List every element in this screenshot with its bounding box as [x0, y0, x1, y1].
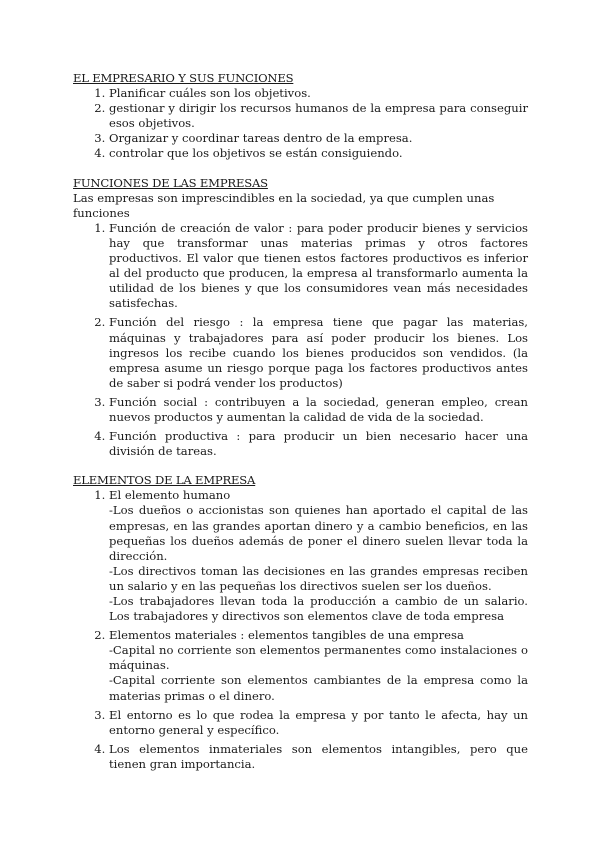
list-item — [109, 742, 528, 772]
functions-list — [73, 86, 528, 161]
section-title: ELEMENTOS DE LA EMPRESA — [73, 473, 256, 488]
section-intro: Las empresas son imprescindibles en la sociedad, ya que cumplen unas funciones — [73, 190, 495, 220]
section-title: EL EMPRESARIO Y SUS FUNCIONES — [73, 71, 294, 85]
item-label: 3. El entorno es lo que rodea la empresa y por tanto le afecta, hay un entorno general y específico. — [109, 707, 528, 737]
list-item: 2. Función del riesgo : la empresa tiene que pagar las materias, máquinas y trabajadores para así poder producir los bienes. Los ingresos los recibe cuando los bienes producidos son vendidos. (la empresa asume un riesgo porque paga los factores productivos antes de saber si podrá vender los productos) — [109, 315, 528, 390]
section-title: FUNCIONES DE LAS EMPRESAS — [73, 175, 268, 190]
functions-list — [73, 221, 528, 459]
sub-paragraph: -Los trabajadores llevan toda la producción a cambio de un salario. Los trabajadores y directivos son elementos clave de toda empresa — [109, 594, 528, 624]
item-label: 1. El elemento humano — [109, 488, 231, 503]
sub-paragraph: -Los directivos toman las decisiones en las grandes empresas reciben un salario y en las pequeñas los directivos suelen ser los dueños. — [109, 563, 528, 593]
list-item — [109, 628, 528, 703]
item-label: 2. Elementos materiales : elementos tangibles de una empresa — [109, 628, 464, 643]
list-item: 1. Planificar cuáles son los objetivos. — [109, 86, 528, 101]
sub-paragraph: -Capital corriente son elementos cambiantes de la empresa como la materias primas o el dinero. — [109, 673, 528, 703]
list-item — [109, 488, 528, 624]
list-item: 3. Organizar y coordinar tareas dentro de la empresa. — [109, 131, 528, 146]
item-label: 4. Los elementos inmateriales son elementos intangibles, pero que tienen gran importancia. — [109, 741, 528, 771]
document-page — [73, 71, 528, 786]
section-empresario — [73, 71, 528, 162]
elements-list — [73, 488, 528, 772]
list-item: 4. controlar que los objetivos se están consiguiendo. — [109, 146, 528, 161]
section-funciones — [73, 176, 528, 460]
sub-paragraph: -Capital no corriente son elementos permanentes como instalaciones o máquinas. — [109, 643, 528, 673]
sub-paragraph: -Los dueños o accionistas son quienes han aportado el capital de las empresas, en las grandes aportan dinero y a cambio beneficios, en las pequeñas los dueños además de poner el dinero suelen llevar toda la dirección. — [109, 503, 528, 563]
list-item: 3. Función social : contribuyen a la sociedad, generan empleo, crean nuevos productos y aumentan la calidad de vida de la sociedad. — [109, 395, 528, 425]
list-item: 1. Función de creación de valor : para poder producir bienes y servicios hay que transformar unas materias primas y otros factores productivos. El valor que tienen estos factores productivos es inferior al del producto que producen, la empresa al transformarlo aumenta la utilidad de los bienes y que los consumidores vean más necesidades satisfechas. — [109, 221, 528, 312]
section-elementos — [73, 473, 528, 772]
list-item: 2. gestionar y dirigir los recursos humanos de la empresa para conseguir esos objetivos. — [109, 101, 528, 131]
list-item: 4. Función productiva : para producir un bien necesario hacer una división de tareas. — [109, 429, 528, 459]
list-item — [109, 708, 528, 738]
